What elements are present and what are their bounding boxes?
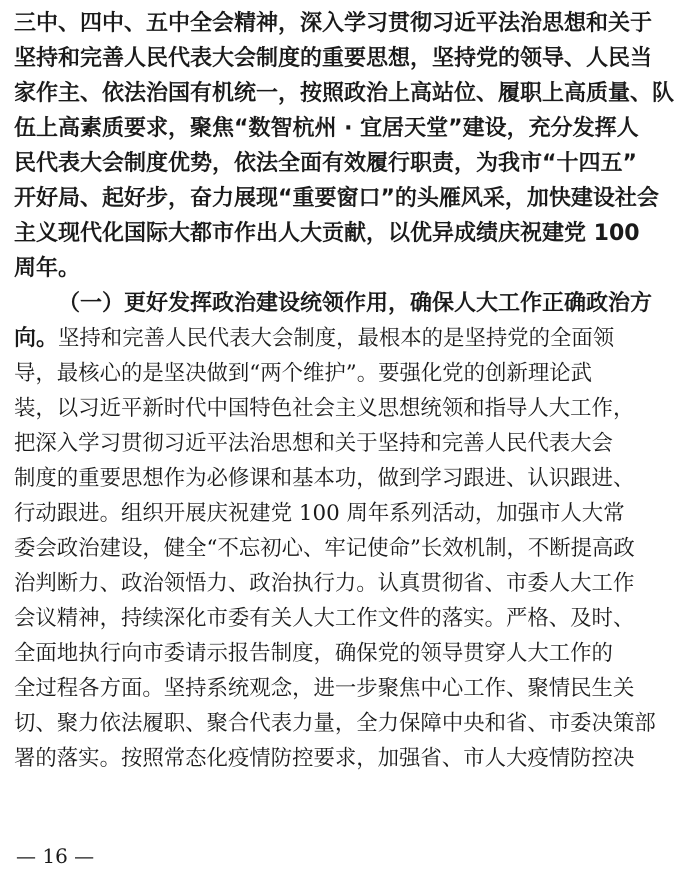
page-number: — 16 —: [16, 844, 95, 868]
text-line: 切、聚力依法履职、聚合代表力量，全力保障中央和省、市委决策部: [14, 711, 656, 736]
text-line: 家作主、依法治国有机统一，按照政治上高站位、履职上高质量、队: [14, 81, 674, 106]
section-heading: （一）更好发挥政治建设统领作用，确保人大工作正确政治方: [58, 291, 653, 316]
text-line: 全面地执行向市委请示报告制度，确保党的领导贯穿人大工作的: [14, 641, 613, 666]
text-line: 把深入学习贯彻习近平法治思想和关于坚持和完善人民代表大会: [14, 431, 613, 456]
text-line: 署的落实。按照常态化疫情防控要求，加强省、市人大疫情防控决: [14, 746, 635, 771]
text-line: 装，以习近平新时代中国特色社会主义思想统领和指导人大工作，: [14, 396, 635, 421]
text-line: 三中、四中、五中全会精神，深入学习贯彻习近平法治思想和关于: [14, 11, 653, 36]
text-line: 会议精神，持续深化市委有关人大工作文件的落实。严格、及时、: [14, 606, 635, 631]
paragraph-2: [14, 286, 656, 776]
text-line: 治判断力、政治领悟力、政治执行力。认真贯彻省、市委人大工作: [14, 571, 635, 596]
text-line: 制度的重要思想作为必修课和基本功，做到学习跟进、认识跟进、: [14, 466, 635, 491]
text-line: 周年。: [14, 256, 81, 281]
text-line: 民代表大会制度优势，依法全面有效履行职责，为我市“十四五”: [14, 151, 637, 176]
text-line: [14, 321, 615, 356]
text-line: 行动跟进。组织开展庆祝建党 100 周年系列活动，加强市人大常: [14, 501, 625, 526]
text-line: 主义现代化国际大都市作出人大贡献，以优异成绩庆祝建党 100: [14, 221, 640, 246]
text-line: 伍上高素质要求，聚焦“数智杭州 · 宜居天堂”建设，充分发挥人: [14, 116, 639, 141]
text-line: 委会政治建设，健全“不忘初心、牢记使命”长效机制，不断提高政: [14, 536, 635, 561]
body-text: 坚持和完善人民代表大会制度，最根本的是坚持党的全面领: [58, 326, 615, 351]
text-line: 全过程各方面。坚持系统观念，进一步聚焦中心工作、聚情民生关: [14, 676, 635, 701]
text-line: 坚持和完善人民代表大会制度的重要思想，坚持党的领导、人民当: [14, 46, 653, 71]
section-heading-tail: 向。: [14, 326, 59, 351]
text-line: 开好局、起好步，奋力展现“重要窗口”的头雁风采，加快建设社会: [14, 186, 659, 211]
text-line: 导，最核心的是坚决做到“两个维护”。要强化党的创新理论武: [14, 361, 593, 386]
paragraph-1: [14, 6, 674, 286]
